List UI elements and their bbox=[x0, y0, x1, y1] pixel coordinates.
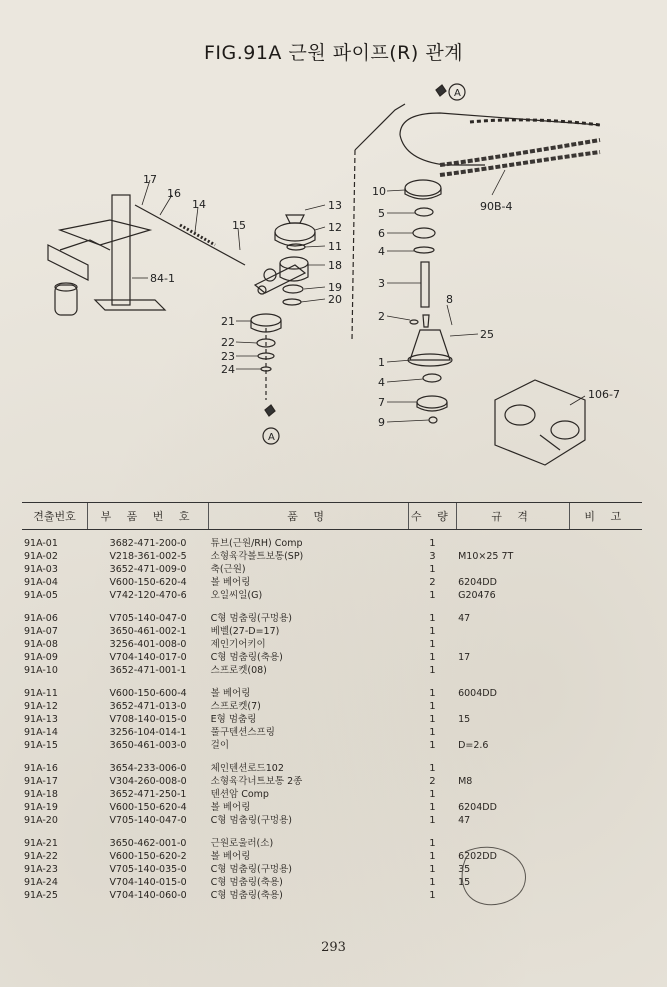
ref-no-cell: 91A-09 bbox=[24, 652, 58, 663]
spec-cell: M10×25 7T bbox=[458, 551, 514, 562]
spec-cell: 47 bbox=[458, 613, 471, 624]
part-no-cell: 3650-461-003-0 bbox=[109, 740, 187, 751]
callout-24: 24 bbox=[221, 363, 235, 376]
qty-cell: 1 bbox=[429, 665, 436, 676]
table-row bbox=[22, 726, 642, 739]
qty-cell: 1 bbox=[429, 740, 436, 751]
part-no-cell: 3650-461-002-1 bbox=[109, 626, 187, 637]
callout-7: 7 bbox=[378, 396, 385, 409]
table-row bbox=[22, 664, 642, 677]
spec-cell: 6004DD bbox=[458, 688, 497, 699]
callout-10: 10 bbox=[372, 185, 386, 198]
ref-no-cell: 91A-19 bbox=[24, 802, 58, 813]
ref-no-cell: 91A-08 bbox=[24, 639, 58, 650]
remarks-cell bbox=[569, 563, 642, 576]
part-no-cell: 3650-462-001-0 bbox=[109, 838, 187, 849]
table-row bbox=[22, 788, 642, 801]
header-ref-no: 견출번호 bbox=[22, 503, 87, 530]
qty-cell: 1 bbox=[429, 714, 436, 725]
part-name-cell: C형 멈춤링(축용) bbox=[210, 652, 283, 663]
ref-no-cell: 91A-25 bbox=[24, 890, 58, 901]
part-no-cell: 3652-471-250-1 bbox=[109, 789, 187, 800]
table-row bbox=[22, 589, 642, 602]
stay-assembly-84 bbox=[48, 195, 245, 315]
table-row bbox=[22, 687, 642, 700]
spec-cell: D=2.6 bbox=[458, 740, 489, 751]
table-row bbox=[22, 638, 642, 651]
callout-9: 9 bbox=[378, 416, 385, 429]
part-name-cell: 근원로울러(소) bbox=[210, 838, 274, 849]
remarks-cell bbox=[569, 700, 642, 713]
remarks-cell bbox=[569, 576, 642, 589]
callout-90b-4: 90B-4 bbox=[480, 200, 513, 213]
remarks-cell bbox=[569, 687, 642, 700]
parts-table bbox=[22, 502, 642, 902]
callout-1: 1 bbox=[378, 356, 385, 369]
part-no-cell: 3652-471-013-0 bbox=[109, 701, 187, 712]
ref-no-cell: 91A-05 bbox=[24, 590, 58, 601]
part-no-cell: V704-140-060-0 bbox=[109, 890, 187, 901]
callout-11: 11 bbox=[328, 240, 342, 253]
part-no-cell: 3682-471-200-0 bbox=[109, 538, 187, 549]
table-row bbox=[22, 651, 642, 664]
callout-6: 6 bbox=[378, 227, 385, 240]
qty-cell: 1 bbox=[429, 864, 436, 875]
callout-ref-a: A bbox=[454, 88, 461, 99]
callout-13: 13 bbox=[328, 199, 342, 212]
ref-no-cell: 91A-04 bbox=[24, 577, 58, 588]
table-row bbox=[22, 801, 642, 814]
table-row bbox=[22, 537, 642, 550]
chain-90b bbox=[440, 120, 600, 175]
part-name-cell: 볼 베어링 bbox=[210, 802, 251, 813]
qty-cell: 1 bbox=[429, 877, 436, 888]
remarks-cell bbox=[569, 664, 642, 677]
part-name-cell: 오일씨일(G) bbox=[210, 590, 263, 601]
part-name-cell: C형 멈춤링(축용) bbox=[210, 877, 283, 888]
header-qty: 수 량 bbox=[409, 503, 456, 530]
remarks-cell bbox=[569, 550, 642, 563]
remarks-cell bbox=[569, 713, 642, 726]
spec-cell: 6204DD bbox=[458, 577, 497, 588]
callout-5: 5 bbox=[378, 207, 385, 220]
part-no-cell: V600-150-620-4 bbox=[109, 802, 187, 813]
exploded-parts-diagram bbox=[0, 70, 667, 490]
qty-cell: 1 bbox=[429, 802, 436, 813]
page-number: 293 bbox=[321, 940, 346, 955]
part-no-cell: 3256-401-008-0 bbox=[109, 639, 187, 650]
part-name-cell: 스프로켓(7) bbox=[210, 701, 261, 712]
part-no-cell: 3256-104-014-1 bbox=[109, 727, 187, 738]
part-name-cell: 튜브(근원/RH) Comp bbox=[210, 538, 303, 549]
remarks-cell bbox=[569, 850, 642, 863]
qty-cell: 1 bbox=[429, 564, 436, 575]
part-no-cell: V600-150-620-4 bbox=[109, 577, 187, 588]
part-no-cell: 3652-471-009-0 bbox=[109, 564, 187, 575]
ref-no-cell: 91A-22 bbox=[24, 851, 58, 862]
part-name-cell: E형 멈춤링 bbox=[210, 714, 257, 725]
ref-no-cell: 91A-12 bbox=[24, 701, 58, 712]
remarks-cell bbox=[569, 638, 642, 651]
spec-cell bbox=[456, 638, 569, 651]
table-row bbox=[22, 612, 642, 625]
spec-cell bbox=[456, 563, 569, 576]
callout-15: 15 bbox=[232, 219, 246, 232]
spec-cell: M8 bbox=[458, 776, 473, 787]
callout-4-upper: 4 bbox=[378, 245, 385, 258]
spec-cell bbox=[456, 664, 569, 677]
remarks-cell bbox=[569, 537, 642, 550]
ref-no-cell: 91A-02 bbox=[24, 551, 58, 562]
remarks-cell bbox=[569, 612, 642, 625]
spec-cell bbox=[456, 625, 569, 638]
callout-18: 18 bbox=[328, 259, 342, 272]
remarks-cell bbox=[569, 837, 642, 850]
table-row bbox=[22, 889, 642, 902]
sprocket-12 bbox=[275, 215, 315, 246]
qty-cell: 1 bbox=[429, 613, 436, 624]
part-name-cell: 풀구텐션스프링 bbox=[210, 727, 275, 738]
qty-cell: 2 bbox=[429, 577, 436, 588]
callout-8: 8 bbox=[446, 293, 453, 306]
part-name-cell: 볼 베어링 bbox=[210, 577, 251, 588]
table-row bbox=[22, 576, 642, 589]
header-part-no: 부 품 번 호 bbox=[87, 503, 208, 530]
table-row bbox=[22, 713, 642, 726]
part-name-cell: C형 멈춤링(구멍용) bbox=[210, 864, 292, 875]
part-no-cell: V708-140-015-0 bbox=[109, 714, 187, 725]
callout-2: 2 bbox=[378, 310, 385, 323]
spec-cell: 47 bbox=[458, 815, 471, 826]
ref-no-cell: 91A-21 bbox=[24, 838, 58, 849]
table-row bbox=[22, 814, 642, 827]
part-name-cell: C형 멈춤링(구멍용) bbox=[210, 613, 292, 624]
remarks-cell bbox=[569, 739, 642, 752]
callout-21: 21 bbox=[221, 315, 235, 328]
part-no-cell: 3652-471-001-1 bbox=[109, 665, 187, 676]
ref-no-cell: 91A-01 bbox=[24, 538, 58, 549]
table-row bbox=[22, 762, 642, 775]
callout-25: 25 bbox=[480, 328, 494, 341]
table-row bbox=[22, 837, 642, 850]
ref-no-cell: 91A-07 bbox=[24, 626, 58, 637]
callout-16: 16 bbox=[167, 187, 181, 200]
remarks-cell bbox=[569, 801, 642, 814]
qty-cell: 1 bbox=[429, 652, 436, 663]
part-no-cell: V742-120-470-6 bbox=[109, 590, 187, 601]
remarks-cell bbox=[569, 863, 642, 876]
part-no-cell: V304-260-008-0 bbox=[109, 776, 187, 787]
qty-cell: 1 bbox=[429, 838, 436, 849]
spec-cell: 15 bbox=[458, 877, 471, 888]
callout-22: 22 bbox=[221, 336, 235, 349]
remarks-cell bbox=[569, 762, 642, 775]
remarks-cell bbox=[569, 775, 642, 788]
qty-cell: 1 bbox=[429, 701, 436, 712]
ref-no-cell: 91A-06 bbox=[24, 613, 58, 624]
ref-no-cell: 91A-15 bbox=[24, 740, 58, 751]
part-name-cell: 걸이 bbox=[210, 740, 230, 751]
qty-cell: 1 bbox=[429, 789, 436, 800]
qty-cell: 1 bbox=[429, 727, 436, 738]
table-row bbox=[22, 850, 642, 863]
spec-cell: 17 bbox=[458, 652, 471, 663]
part-name-cell: C형 멈춤링(구멍용) bbox=[210, 815, 292, 826]
part-name-cell: 소형육각너트보통 2종 bbox=[210, 776, 303, 787]
ref-no-cell: 91A-24 bbox=[24, 877, 58, 888]
remarks-cell bbox=[569, 589, 642, 602]
part-no-cell: V705-140-047-0 bbox=[109, 613, 187, 624]
spec-cell: 6202DD bbox=[458, 851, 497, 862]
qty-cell: 1 bbox=[429, 890, 436, 901]
qty-cell: 1 bbox=[429, 538, 436, 549]
table-row bbox=[22, 700, 642, 713]
qty-cell: 1 bbox=[429, 590, 436, 601]
callout-84-1: 84-1 bbox=[150, 272, 175, 285]
qty-cell: 1 bbox=[429, 763, 436, 774]
ref-no-cell: 91A-18 bbox=[24, 789, 58, 800]
ref-no-cell: 91A-10 bbox=[24, 665, 58, 676]
spec-cell bbox=[456, 762, 569, 775]
part-name-cell: 제인기어키이 bbox=[210, 639, 266, 650]
spec-cell: 15 bbox=[458, 714, 471, 725]
table-row bbox=[22, 739, 642, 752]
callout-106-7: 106-7 bbox=[588, 388, 620, 401]
ref-no-cell: 91A-23 bbox=[24, 864, 58, 875]
ref-no-cell: 91A-17 bbox=[24, 776, 58, 787]
header-spec: 규 격 bbox=[456, 503, 569, 530]
table-row bbox=[22, 775, 642, 788]
part-no-cell: V705-140-047-0 bbox=[109, 815, 187, 826]
gear-case-106 bbox=[495, 380, 585, 465]
spec-cell bbox=[456, 788, 569, 801]
table-header-row bbox=[22, 503, 642, 530]
ref-no-cell: 91A-14 bbox=[24, 727, 58, 738]
spec-cell bbox=[456, 726, 569, 739]
table-row bbox=[22, 550, 642, 563]
spec-cell bbox=[456, 700, 569, 713]
page-title: FIG.91A 근원 파이프(R) 관계 bbox=[203, 42, 464, 64]
remarks-cell bbox=[569, 788, 642, 801]
table-row bbox=[22, 625, 642, 638]
part-name-cell: 스프로켓(08) bbox=[210, 665, 267, 676]
remarks-cell bbox=[569, 625, 642, 638]
remarks-cell bbox=[569, 876, 642, 889]
ref-no-cell: 91A-16 bbox=[24, 763, 58, 774]
part-name-cell: 볼 베어링 bbox=[210, 688, 251, 699]
ref-no-cell: 91A-11 bbox=[24, 688, 58, 699]
callout-3: 3 bbox=[378, 277, 385, 290]
table-row bbox=[22, 563, 642, 576]
part-no-cell: V600-150-620-2 bbox=[109, 851, 187, 862]
remarks-cell bbox=[569, 651, 642, 664]
sprocket-10 bbox=[405, 180, 441, 199]
qty-cell: 2 bbox=[429, 776, 436, 787]
part-name-cell: 소형육각볼트보통(SP) bbox=[210, 551, 304, 562]
part-no-cell: V704-140-015-0 bbox=[109, 877, 187, 888]
callout-14: 14 bbox=[192, 198, 206, 211]
ref-no-cell: 91A-13 bbox=[24, 714, 58, 725]
part-name-cell: 텐션암 Comp bbox=[210, 789, 269, 800]
callout-ref-a-2: A bbox=[268, 432, 275, 443]
qty-cell: 1 bbox=[429, 688, 436, 699]
part-no-cell: V218-361-002-5 bbox=[109, 551, 187, 562]
spec-cell bbox=[456, 537, 569, 550]
callout-19: 19 bbox=[328, 281, 342, 294]
qty-cell: 1 bbox=[429, 626, 436, 637]
spec-cell: G20476 bbox=[458, 590, 496, 601]
part-name-cell: 볼 베어링 bbox=[210, 851, 251, 862]
spec-cell: 35 bbox=[458, 864, 471, 875]
part-name-cell: C형 멈춤링(축용) bbox=[210, 890, 283, 901]
part-name-cell: 축(근원) bbox=[210, 564, 246, 575]
callout-23: 23 bbox=[221, 350, 235, 363]
callout-4-lower: 4 bbox=[378, 376, 385, 389]
ref-no-cell: 91A-20 bbox=[24, 815, 58, 826]
remarks-cell bbox=[569, 726, 642, 739]
remarks-cell bbox=[569, 889, 642, 902]
part-no-cell: V704-140-017-0 bbox=[109, 652, 187, 663]
part-no-cell: V705-140-035-0 bbox=[109, 864, 187, 875]
table-row bbox=[22, 876, 642, 889]
spec-cell: 6204DD bbox=[458, 802, 497, 813]
handwritten-circle-mark bbox=[455, 842, 535, 912]
qty-cell: 1 bbox=[429, 851, 436, 862]
callout-17: 17 bbox=[143, 173, 157, 186]
qty-cell: 1 bbox=[429, 815, 436, 826]
remarks-cell bbox=[569, 814, 642, 827]
part-no-cell: V600-150-600-4 bbox=[109, 688, 187, 699]
ref-no-cell: 91A-03 bbox=[24, 564, 58, 575]
qty-cell: 3 bbox=[429, 551, 436, 562]
part-name-cell: 체인텐션로드102 bbox=[210, 763, 284, 774]
qty-cell: 1 bbox=[429, 639, 436, 650]
header-remarks: 비 고 bbox=[569, 503, 642, 530]
table-row bbox=[22, 863, 642, 876]
callout-12: 12 bbox=[328, 221, 342, 234]
part-no-cell: 3654-233-006-0 bbox=[109, 763, 187, 774]
shaft-tube-1 bbox=[408, 330, 452, 366]
callout-20: 20 bbox=[328, 293, 342, 306]
header-part-name: 품 명 bbox=[209, 503, 409, 530]
part-name-cell: 베벨(27-D=17) bbox=[210, 626, 280, 637]
